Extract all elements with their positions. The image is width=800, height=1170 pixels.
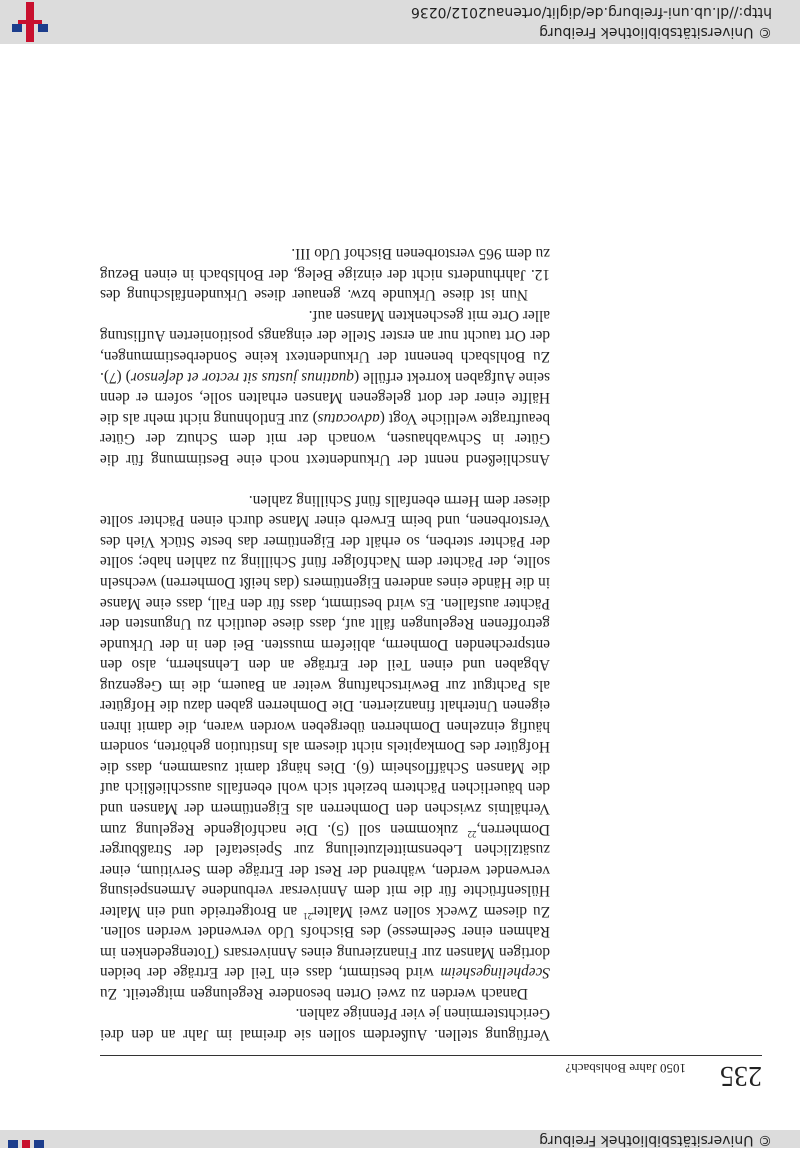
footnote-ref-22: 22: [467, 828, 477, 839]
library-bottom-bar: [0, 0, 800, 44]
library-top-bar: [0, 1130, 800, 1148]
page-header: [100, 1055, 762, 1090]
paragraph-2: Danach werden zu zwei Orten besondere Regelungen mitgeteilt. Zu Scephelingesheim wird bestimmt, dass ein Teil der Erträge der beiden dortigen Mansen zur Finanzierung eines Anniversars (Totengedenken im Rahmen einer Seelmesse) des Bischofs Udo verwendet werden sollen. Zu diesem Zweck sollen zwei Malter$^{21}$ an Brotgetreide und ein Malter Hülsenfrüchte für die mit dem Anniversar verbundene Armenspeisung verwendet werden, während der Rest der Erträge dem Servitium, einer zusätzlichen Lebensmittelzuteilung zur Speisetafel der Straßburger Domherren,$^{22}$ zukommen soll (5). Die nachfolgende Regelung zum Verhältnis zwischen den Domherren als Eigentümern der Mansen und den bäuerlichen Pächtern bezieht sich wohl ebenfalls ausschließlich auf die Mansen Schäfflosheim (6). Dies hängt damit zusammen, dass die Hofgüter des Domkapitels nicht diesem als Institution gehörten, sondern häufig einzelnen Domherren übergeben worden waren, die damit ihren eigenen Unterhalt finanzierten. Die Domherren gaben dazu die Hofgüter als Pachtgut zur Bewirtschaftung weiter an Bauern, die im Gegenzug Abgaben und einen Teil der Erträge an den Lehnsherrn, also den entsprechenden Domherrn, abliefern mussten. Bei den in der Urkunde getroffenen Regelungen fällt auf, dass diese deutlich zu Ungunsten der Pächter ausfallen. Es wird bestimmt, dass für den Fall, dass eine Manse in die Hände eines anderen Eigentümers (das heißt Domherren) wechseln sollte, der Pächter dem Nachfolger fünf Schilling zu zahlen habe; sollte der Pächter sterben, so erhält der Eigentümer das beste Stück Vieh des Verstorbenen, und beim Erwerb einer Manse durch einen Pächter sollte dieser dem Herrn ebenfalls fünf Schilling zahlen.: [99, 491, 550, 1002]
copyright-text: © Universitätsbibliothek Freiburg: [539, 24, 772, 40]
copyright-text: © Universitätsbibliothek Freiburg: [539, 1132, 772, 1148]
paragraph-3: Anschließend nennt der Urkundentext noch eine Bestimmung für die Güter in Schwabhausen, wonach der mit dem Schutz der Güter beauftragte weltliche Vogt (advocatus) zur Entlohnung nicht mehr als die Hälfte einer der dort gelegenen Mansen erhalten solle, sofern er denn seine Aufgaben korrekt erfülle (quatinus justus sit rector et defensor) (7). Zu Bohlsbach benennt der Urkundentext keine Sonderbestimmungen, der Ort taucht nur an erster Stelle der eingangs positionierten Auflistung aller Orte mit geschenkten Mansen auf.: [100, 306, 550, 468]
ub-freiburg-logo-icon: [0, 1130, 44, 1170]
body-text: [100, 243, 550, 1044]
paragraph-1: Verfügung stellen. Außerdem sollen sie dreimal im Jahr an den drei Gerichtsterminen je vier Pfennige zahlen.: [100, 1005, 550, 1043]
page-number: 235: [720, 1060, 762, 1091]
source-url-link[interactable]: http://dl.ub.uni-freiburg.de/diglit/ortenau2012/0236: [410, 4, 772, 20]
running-title: 1050 Jahre Bohlsbach?: [565, 1061, 686, 1076]
ub-freiburg-logo-icon: [4, 2, 48, 42]
footnote-ref-21: 21: [303, 910, 313, 921]
paragraph-4: Nun ist diese Urkunde bzw. genauer diese Urkundenfälschung des 12. Jahrhunderts nicht der einzige Beleg, der Bohlsbach in einen Bezug zu dem 965 verstorbenen Bischof Udo III.: [100, 245, 550, 304]
